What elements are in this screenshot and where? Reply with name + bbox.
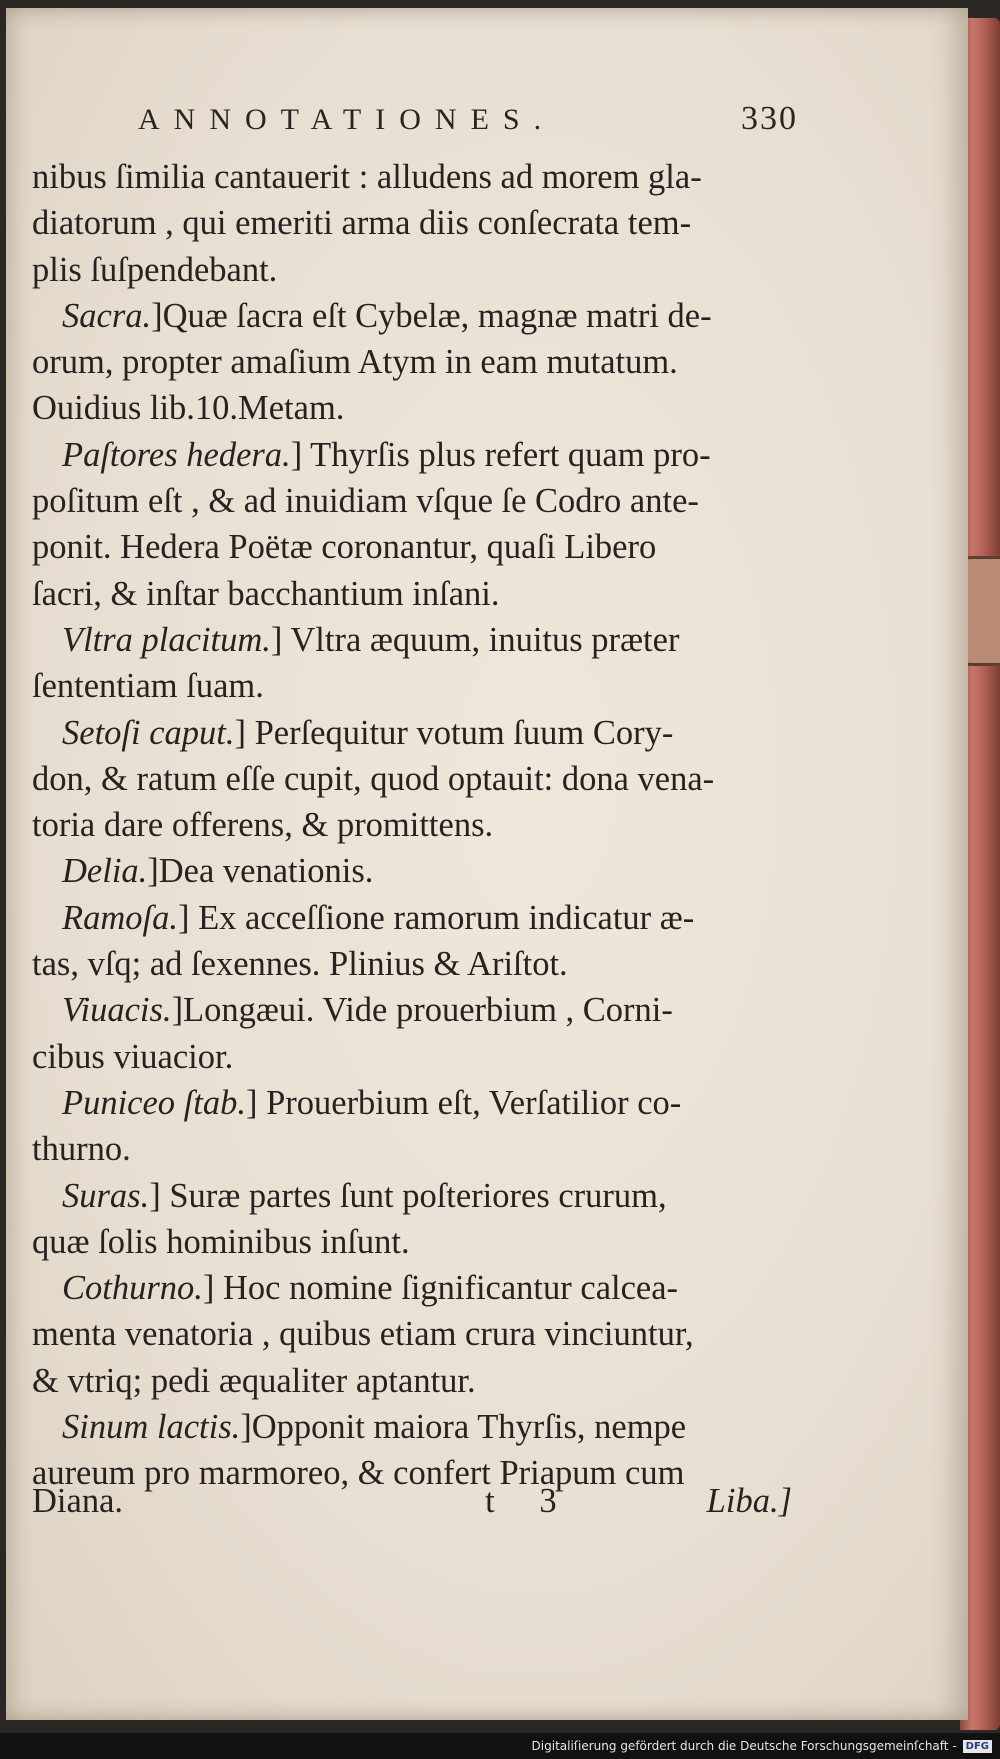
line-text: menta venatoria , quibus etiam crura vinciuntur, [32,1315,694,1354]
text-line [32,385,792,431]
running-title: ANNOTATIONES. [138,103,556,136]
signature-mark: t 3 [485,1482,575,1520]
text-line [32,1219,792,1265]
line-text: quæ ſolis hominibus inſunt. [32,1222,410,1261]
line-text: poſitum eſt , & ad inuidiam vſque ſe Codro ante- [32,482,699,521]
text-line [32,663,792,709]
catchword: Liba.] [706,1482,792,1520]
lemma: Setoſi caput. [62,713,235,752]
text-line [32,571,792,617]
line-text: & vtriq; pedi æqualiter aptantur. [32,1361,476,1400]
line-text: plis ſuſpendebant. [32,250,278,289]
line-text: ]Dea venationis. [147,852,374,891]
line-text: cibus viuacior. [32,1037,234,1076]
text-line [32,154,792,200]
line-text: ]Opponit maiora Thyrſis, nempe [240,1408,687,1447]
line-text: don, & ratum eſſe cupit, quod optauit: dona vena- [32,759,715,798]
book-page [6,8,968,1720]
line-text: ] Ex acceſſione ramorum indicatur æ- [177,898,695,937]
text-line [32,339,792,385]
lemma: Cothurno. [62,1269,203,1308]
text-line [32,432,792,478]
annotation-text [32,154,792,1497]
credit-text: Digitaliſierung gefördert durch die Deutsche Forschungsgemeinſchaft - [531,1739,957,1753]
line-text: ] Vltra æquum, inuitus præter [270,620,680,659]
last-line: Diana. [32,1482,124,1520]
text-line [32,1311,792,1357]
text-line [32,941,792,987]
line-text: ponit. Hedera Poëtæ coronantur, quaſi Libero [32,528,657,567]
text-line [32,756,792,802]
text-line [32,478,792,524]
line-text: thurno. [32,1130,131,1169]
text-line [32,987,792,1033]
text-line [32,848,792,894]
lemma: Delia. [62,852,148,891]
line-text: orum, propter amaſium Atym in eam mutatum. [32,343,678,382]
line-text: ] Prouerbium eſt, Verſatilior co- [245,1083,682,1122]
text-line [32,1080,792,1126]
text-line [32,1358,792,1404]
line-text: tas, vſq; ad ſexennes. Plinius & Ariſtot. [32,945,568,984]
text-line [32,710,792,756]
lemma: Ramoſa. [62,898,178,937]
text-line [32,895,792,941]
text-line [32,1173,792,1219]
lemma: Sacra. [62,296,152,335]
lemma: Puniceo ſtab. [62,1083,246,1122]
text-line [32,247,792,293]
line-text: ] Perſequitur votum ſuum Cory- [234,713,674,752]
credit-bar [0,1733,1000,1759]
text-line [32,200,792,246]
line-text: ſententiam ſuam. [32,667,264,706]
lemma: Suras. [62,1176,150,1215]
lemma: Sinum lactis. [62,1408,241,1447]
text-line [32,617,792,663]
page-number: 330 [741,100,798,137]
line-text: ] Thyrſis plus refert quam pro- [290,435,711,474]
lemma: Vltra placitum. [62,620,271,659]
line-text: toria dare offerens, & promittens. [32,806,494,845]
line-text: Ouidius lib.10.Metam. [32,389,345,428]
line-text: ſacri, & inſtar bacchantium inſani. [32,574,500,613]
text-line [32,1126,792,1172]
page-footer [32,1482,792,1521]
line-text: ] Hoc nomine ſignificantur calcea- [202,1269,679,1308]
line-text: aureum pro marmoreo, & confert Priapum cum [32,1454,685,1493]
line-text: diatorum , qui emeriti arma diis conſecrata tem- [32,204,692,243]
text-line [32,1034,792,1080]
dfg-logo: DFG [963,1740,992,1753]
line-text: ] Suræ partes ſunt poſteriores crurum, [149,1176,667,1215]
text-line [32,524,792,570]
lemma: Viuacis. [62,991,172,1030]
text-line [32,1404,792,1450]
line-text: nibus ſimilia cantauerit : alludens ad morem gla- [32,158,702,196]
text-line [32,293,792,339]
line-text: ]Longæui. Vide prouerbium , Corni- [171,991,673,1030]
text-line [32,1265,792,1311]
running-head [138,100,798,138]
line-text: ]Quæ ſacra eſt Cybelæ, magnæ matri de- [151,296,712,335]
lemma: Paſtores hedera. [62,435,291,474]
text-line [32,802,792,848]
